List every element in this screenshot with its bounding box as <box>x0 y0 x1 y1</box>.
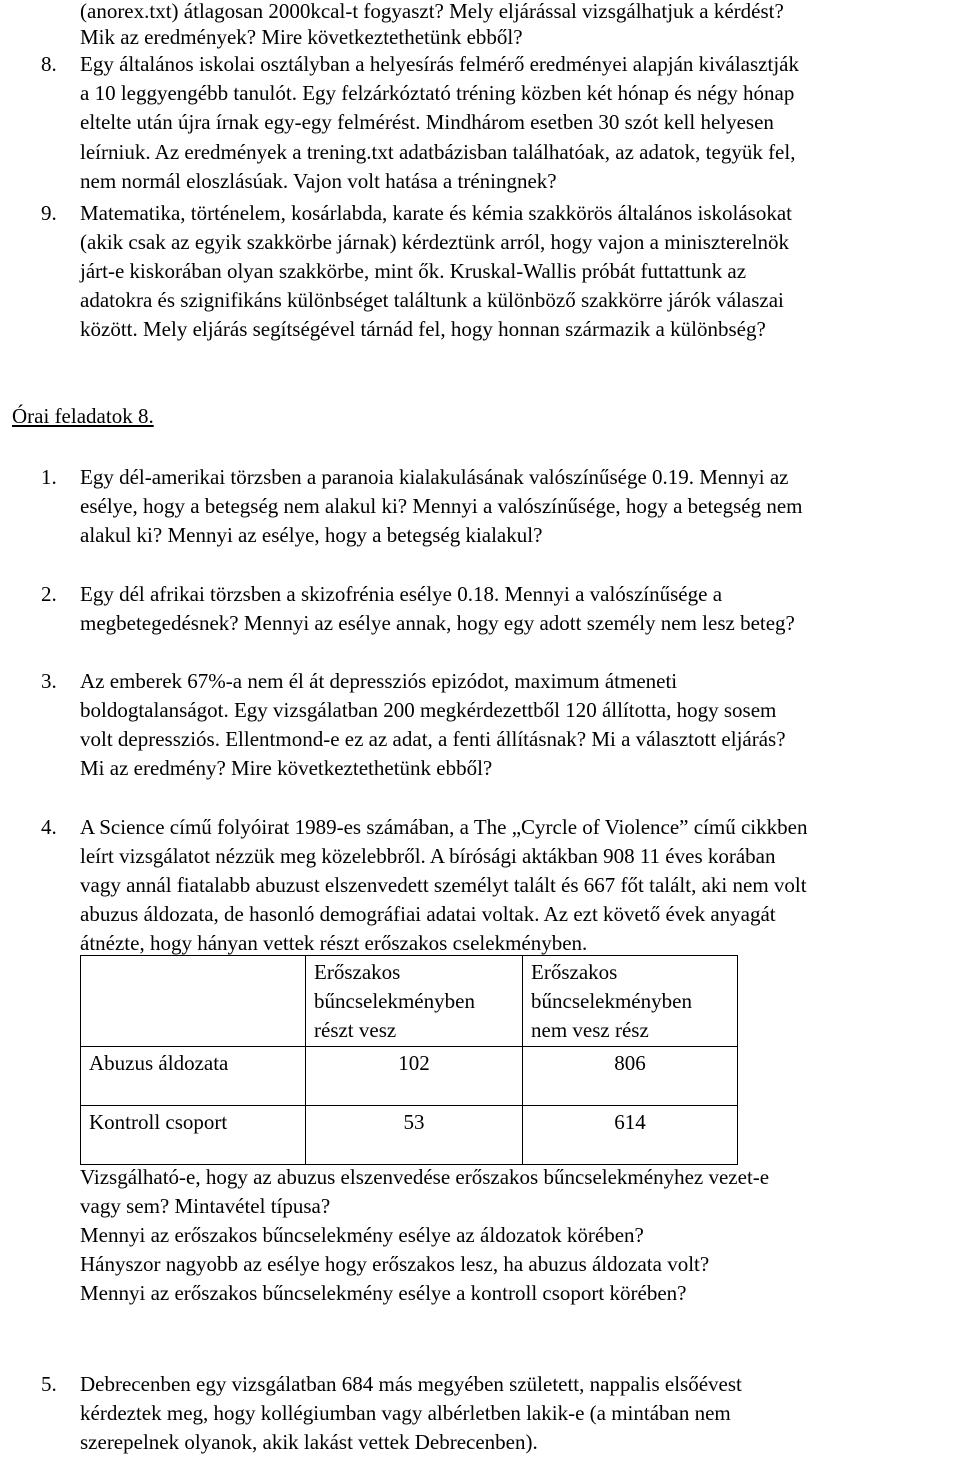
item-number: 8. <box>41 52 57 76</box>
paragraph-line: (anorex.txt) átlagosan 2000kcal-t fogyaszt? Mely eljárással vizsgálhatjuk a kérdést? <box>80 0 784 23</box>
task-number: 1. <box>41 465 57 489</box>
table-header-cell <box>306 956 523 1047</box>
paragraph-line: Az emberek 67%-a nem él át depressziós epizódot, maximum átmeneti <box>80 669 678 693</box>
paragraph-line: volt depressziós. Ellentmond-e ez az adat, a fenti állításnak? Mi a választott eljárás? <box>80 727 786 751</box>
paragraph-line: Vizsgálható-e, hogy az abuzus elszenvedése erőszakos bűncselekményhez vezet-e <box>80 1165 770 1189</box>
table-cell: 806 <box>523 1047 738 1106</box>
paragraph-line: Mennyi az erőszakos bűncselekmény esélye a kontroll csoport körében? <box>80 1281 687 1305</box>
paragraph-line: átnézte, hogy hányan vettek részt erőszakos cselekményben. <box>80 931 588 955</box>
paragraph-line: leírt vizsgálatot nézzük meg közelebbről. A bírósági aktákban 908 11 éves korában <box>80 844 776 868</box>
paragraph-line: A Science című folyóirat 1989-es számában, a The „Cyrcle of Violence” című cikkben <box>80 815 808 839</box>
task-number: 4. <box>41 815 57 839</box>
table-row <box>81 1047 738 1106</box>
row-label: Abuzus áldozata <box>81 1047 306 1106</box>
paragraph-line: Hányszor nagyobb az esélye hogy erőszakos lesz, ha abuzus áldozata volt? <box>80 1252 710 1276</box>
table-row <box>81 1106 738 1165</box>
paragraph-line: esélye, hogy a betegség nem alakul ki? Mennyi a valószínűsége, hogy a betegség nem <box>80 494 803 518</box>
table-header-cell <box>81 956 306 1047</box>
paragraph-line: vagy annál fiatalabb abuzust elszenvedett személyt talált és 667 főt talált, aki nem volt <box>80 873 807 897</box>
paragraph-line: vagy sem? Mintavétel típusa? <box>80 1194 331 1218</box>
paragraph-line: (akik csak az egyik szakkörbe járnak) kérdeztünk arról, hogy vajon a miniszterelnök <box>80 230 790 254</box>
table-cell: 102 <box>306 1047 523 1106</box>
paragraph-line: adatokra és szignifikáns különbséget találtunk a különböző szakkörre járók válaszai <box>80 288 784 312</box>
header-violent-no: Erőszakos bűncselekményben nem vesz rész <box>531 960 692 1042</box>
paragraph-line: Matematika, történelem, kosárlabda, karate és kémia szakkörös általános iskolásokat <box>80 201 793 225</box>
paragraph-line: Egy dél afrikai törzsben a skizofrénia esélye 0.18. Mennyi a valószínűsége a <box>80 582 723 606</box>
paragraph-line: Egy dél-amerikai törzsben a paranoia kialakulásának valószínűsége 0.19. Mennyi az <box>80 465 789 489</box>
table-header-row <box>81 956 738 1047</box>
paragraph-line: alakul ki? Mennyi az esélye, hogy a betegség kialakul? <box>80 523 543 547</box>
paragraph-line: Mennyi az erőszakos bűncselekmény esélye az áldozatok körében? <box>80 1223 644 1247</box>
paragraph-line: a 10 leggyengébb tanulót. Egy felzárkóztató tréning közben két hónap és négy hónap <box>80 81 795 105</box>
item-number: 9. <box>41 201 57 225</box>
table-cell: 614 <box>523 1106 738 1165</box>
paragraph-line: járt-e kiskorában olyan szakkörbe, mint ők. Kruskal-Wallis próbát futtattunk az <box>80 259 747 283</box>
paragraph-line: leírniuk. Az eredmények a trening.txt adatbázisban találhatóak, az adatok, tegyük fel, <box>80 140 796 164</box>
paragraph-line: Mi az eredmény? Mire következtethetünk ebből? <box>80 756 493 780</box>
paragraph-line: Debrecenben egy vizsgálatban 684 más megyében született, nappalis elsőévest <box>80 1372 742 1396</box>
table-header-cell <box>523 956 738 1047</box>
section-heading: Órai feladatok 8. <box>12 404 154 428</box>
table-cell: 53 <box>306 1106 523 1165</box>
paragraph-line: Egy általános iskolai osztályban a helyesírás felmérő eredményei alapján kiválasztják <box>80 52 799 76</box>
paragraph-line: szerepelnek olyanok, akik lakást vettek Debrecenben). <box>80 1430 538 1454</box>
paragraph-line: megbetegedésnek? Mennyi az esélye annak, hogy egy adott személy nem lesz beteg? <box>80 611 795 635</box>
task-number: 3. <box>41 669 57 693</box>
header-violent-yes: Erőszakos bűncselekményben részt vesz <box>314 960 475 1042</box>
paragraph-line: között. Mely eljárás segítségével tárnád fel, hogy honnan származik a különbség? <box>80 317 766 341</box>
paragraph-line: nem normál eloszlásúak. Vajon volt hatása a tréningnek? <box>80 169 557 193</box>
paragraph-line: kérdeztek meg, hogy kollégiumban vagy albérletben lakik-e (a mintában nem <box>80 1401 731 1425</box>
paragraph-line: Mik az eredmények? Mire következtethetünk ebből? <box>80 25 523 49</box>
paragraph-line: boldogtalanságot. Egy vizsgálatban 200 megkérdezettből 120 állította, hogy sosem <box>80 698 777 722</box>
row-label: Kontroll csoport <box>81 1106 306 1165</box>
paragraph-line: abuzus áldozata, de hasonló demográfiai adatai voltak. Az ezt követő évek anyagát <box>80 902 776 926</box>
paragraph-line: eltelte után újra írnak egy-egy felmérést. Mindhárom esetben 30 szót kell helyesen <box>80 110 774 134</box>
contingency-table <box>80 955 738 1165</box>
task-number: 5. <box>41 1372 57 1396</box>
task-number: 2. <box>41 582 57 606</box>
